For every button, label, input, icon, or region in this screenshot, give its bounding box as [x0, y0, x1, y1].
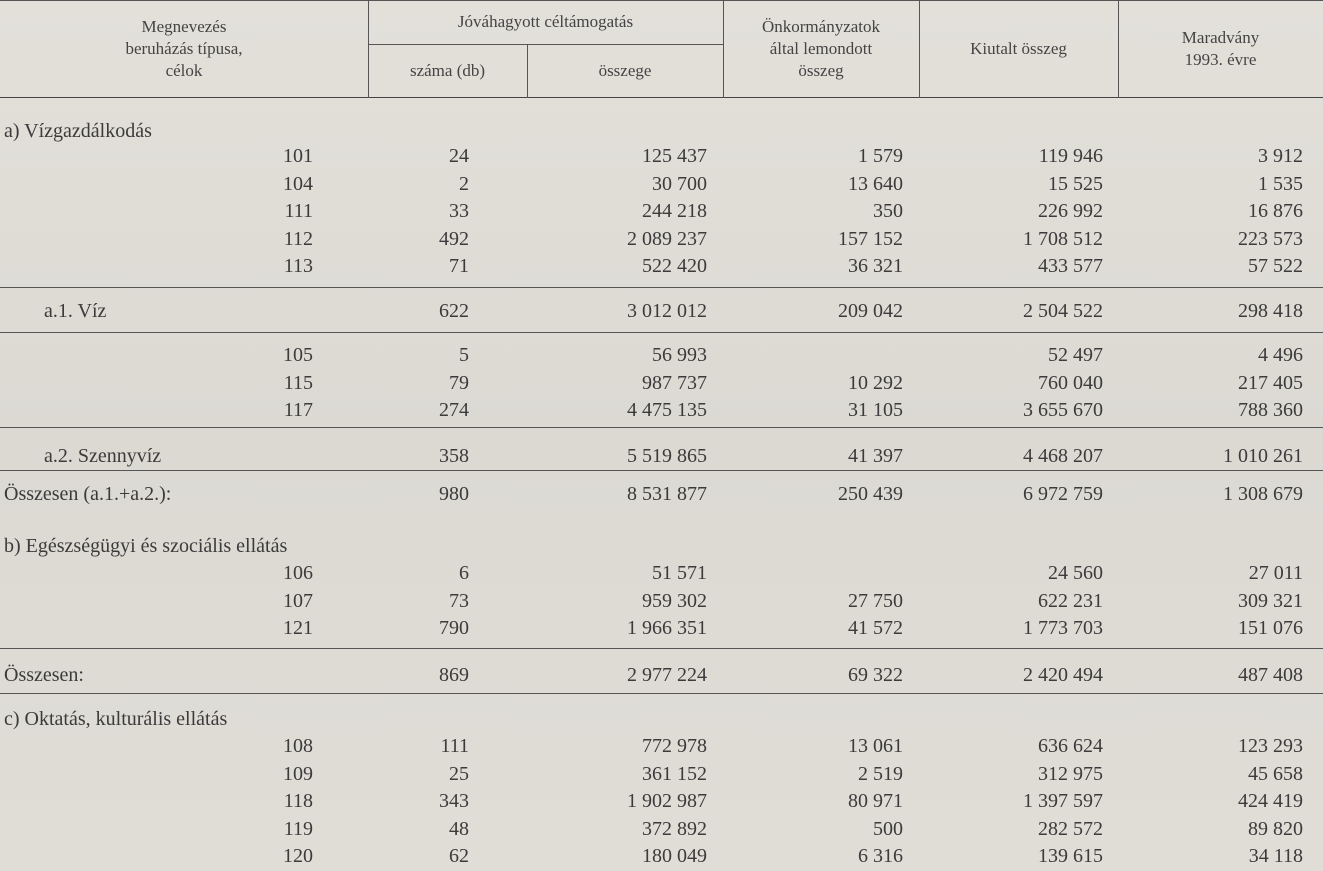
section-heading-row — [0, 533, 1323, 559]
remaining-amount: 309 321 — [1238, 590, 1303, 612]
section-heading-row — [0, 118, 1323, 144]
paid-amount: 15 525 — [1048, 173, 1103, 195]
section-label: b) Egészségügyi és szociális ellátás — [4, 535, 288, 557]
renounced-amount: 157 152 — [838, 228, 903, 250]
renounced-amount: 36 321 — [848, 255, 903, 277]
approved-count: 274 — [439, 399, 469, 421]
approved-count: 980 — [439, 483, 469, 505]
remaining-amount: 217 405 — [1238, 372, 1303, 394]
remaining-amount: 223 573 — [1238, 228, 1303, 250]
row-rule — [0, 693, 1323, 694]
renounced-amount: 41 572 — [848, 617, 903, 639]
subtotal-label: Összesen (a.1.+a.2.): — [4, 483, 172, 505]
paid-amount: 119 946 — [1038, 145, 1103, 167]
paid-amount: 1 773 703 — [1023, 617, 1103, 639]
approved-amount: 361 152 — [642, 763, 707, 785]
renounced-amount: 2 519 — [858, 763, 903, 785]
approved-count: 24 — [449, 145, 469, 167]
renounced-amount: 500 — [873, 818, 903, 840]
type-code: 115 — [283, 372, 313, 394]
approved-amount: 772 978 — [642, 735, 707, 757]
table-row — [0, 843, 1323, 869]
paid-amount: 226 992 — [1038, 200, 1103, 222]
remaining-amount: 57 522 — [1248, 255, 1303, 277]
renounced-amount: 350 — [873, 200, 903, 222]
row-rule — [0, 287, 1323, 288]
approved-count: 790 — [439, 617, 469, 639]
approved-amount: 2 089 237 — [627, 228, 707, 250]
row-rule — [0, 427, 1323, 428]
table-row — [0, 226, 1323, 252]
approved-count: 111 — [440, 735, 469, 757]
remaining-amount: 3 912 — [1258, 145, 1303, 167]
type-code: 105 — [283, 344, 313, 366]
paid-amount: 622 231 — [1038, 590, 1103, 612]
paid-amount: 3 655 670 — [1023, 399, 1103, 421]
approved-count: 5 — [459, 344, 469, 366]
approved-amount: 56 993 — [652, 344, 707, 366]
paid-amount: 282 572 — [1038, 818, 1103, 840]
renounced-amount: 1 579 — [858, 145, 903, 167]
remaining-amount: 298 418 — [1238, 300, 1303, 322]
remaining-amount: 1 308 679 — [1223, 483, 1303, 505]
header-bottom-rule — [0, 97, 1323, 98]
approved-count: 358 — [439, 445, 469, 467]
renounced-amount: 250 439 — [838, 483, 903, 505]
approved-count: 622 — [439, 300, 469, 322]
approved-count: 62 — [449, 845, 469, 867]
approved-amount: 1 966 351 — [627, 617, 707, 639]
approved-count: 6 — [459, 562, 469, 584]
approved-amount: 125 437 — [642, 145, 707, 167]
remaining-amount: 27 011 — [1248, 562, 1303, 584]
section-label: a) Vízgazdálkodás — [4, 120, 152, 142]
table-row — [0, 816, 1323, 842]
type-code: 107 — [283, 590, 313, 612]
approved-amount: 5 519 865 — [627, 445, 707, 467]
table-row — [0, 342, 1323, 368]
remaining-amount: 16 876 — [1248, 200, 1303, 222]
paid-amount: 6 972 759 — [1023, 483, 1103, 505]
paid-amount: 24 560 — [1048, 562, 1103, 584]
approved-amount: 2 977 224 — [627, 664, 707, 686]
approved-amount: 180 049 — [642, 845, 707, 867]
paid-amount: 760 040 — [1038, 372, 1103, 394]
paid-amount: 1 708 512 — [1023, 228, 1103, 250]
type-code: 112 — [283, 228, 313, 250]
subtotal-label: a.2. Szennyvíz — [44, 445, 162, 467]
remaining-amount: 424 419 — [1238, 790, 1303, 812]
approved-count: 343 — [439, 790, 469, 812]
type-code: 118 — [283, 790, 313, 812]
remaining-amount: 1 535 — [1258, 173, 1303, 195]
table-row — [0, 560, 1323, 586]
remaining-amount: 1 010 261 — [1223, 445, 1303, 467]
type-code: 119 — [283, 818, 313, 840]
approved-count: 25 — [449, 763, 469, 785]
section-label: c) Oktatás, kulturális ellátás — [4, 708, 228, 730]
header-amount: összege — [598, 61, 652, 80]
renounced-amount: 31 105 — [848, 399, 903, 421]
type-code: 104 — [283, 173, 313, 195]
subtotal-label: Összesen: — [4, 664, 84, 686]
renounced-amount: 69 322 — [848, 664, 903, 686]
paid-amount: 2 420 494 — [1023, 664, 1103, 686]
type-code: 106 — [283, 562, 313, 584]
table-row — [0, 788, 1323, 814]
header-count: száma (db) — [409, 61, 486, 80]
approved-amount: 51 571 — [652, 562, 707, 584]
approved-amount: 30 700 — [652, 173, 707, 195]
renounced-amount: 80 971 — [848, 790, 903, 812]
table-row — [0, 198, 1323, 224]
type-code: 108 — [283, 735, 313, 757]
subtotal-row — [0, 298, 1323, 324]
renounced-amount: 27 750 — [848, 590, 903, 612]
approved-count: 492 — [439, 228, 469, 250]
approved-amount: 987 737 — [642, 372, 707, 394]
approved-count: 869 — [439, 664, 469, 686]
row-rule — [0, 332, 1323, 333]
table-row — [0, 253, 1323, 279]
remaining-amount: 788 360 — [1238, 399, 1303, 421]
table-header — [0, 0, 1323, 98]
header-paid: Kiutalt összeg — [970, 38, 1067, 58]
paid-amount: 1 397 597 — [1023, 790, 1103, 812]
row-rule — [0, 648, 1323, 649]
section-heading-row — [0, 706, 1323, 732]
approved-amount: 372 892 — [642, 818, 707, 840]
type-code: 111 — [284, 200, 313, 222]
remaining-amount: 4 496 — [1258, 344, 1303, 366]
approved-count: 48 — [449, 818, 469, 840]
paid-amount: 52 497 — [1048, 344, 1103, 366]
header-approved: Jóváhagyott céltámogatás — [457, 12, 634, 31]
approved-count: 79 — [449, 372, 469, 394]
header-renounced: Önkormányzatok által lemondott összeg — [761, 16, 881, 80]
header-remaining: Maradvány 1993. évre — [1181, 27, 1260, 69]
approved-count: 2 — [459, 173, 469, 195]
remaining-amount: 487 408 — [1238, 664, 1303, 686]
approved-count: 73 — [449, 590, 469, 612]
table-row — [0, 397, 1323, 423]
approved-amount: 1 902 987 — [627, 790, 707, 812]
approved-amount: 244 218 — [642, 200, 707, 222]
remaining-amount: 34 118 — [1248, 845, 1303, 867]
approved-count: 33 — [449, 200, 469, 222]
type-code: 121 — [283, 617, 313, 639]
remaining-amount: 89 820 — [1248, 818, 1303, 840]
renounced-amount: 6 316 — [858, 845, 903, 867]
approved-amount: 3 012 012 — [627, 300, 707, 322]
type-code: 117 — [283, 399, 313, 421]
renounced-amount: 13 640 — [848, 173, 903, 195]
remaining-amount: 151 076 — [1238, 617, 1303, 639]
paid-amount: 139 615 — [1038, 845, 1103, 867]
table-row — [0, 143, 1323, 169]
table-row — [0, 615, 1323, 641]
paid-amount: 636 624 — [1038, 735, 1103, 757]
type-code: 109 — [283, 763, 313, 785]
type-code: 101 — [283, 145, 313, 167]
table-row — [0, 370, 1323, 396]
paid-amount: 4 468 207 — [1023, 445, 1103, 467]
table-row — [0, 588, 1323, 614]
subtotal-row — [0, 662, 1323, 688]
subtotal-row — [0, 481, 1323, 507]
type-code: 113 — [283, 255, 313, 277]
table-row — [0, 733, 1323, 759]
table-row — [0, 761, 1323, 787]
renounced-amount: 209 042 — [838, 300, 903, 322]
approved-amount: 522 420 — [642, 255, 707, 277]
approved-count: 71 — [449, 255, 469, 277]
paid-amount: 2 504 522 — [1023, 300, 1103, 322]
approved-amount: 8 531 877 — [627, 483, 707, 505]
approved-amount: 4 475 135 — [627, 399, 707, 421]
type-code: 120 — [283, 845, 313, 867]
subtotal-row — [0, 443, 1323, 469]
header-name: Megnevezés beruházás típusa, célok — [125, 17, 243, 80]
approved-amount: 959 302 — [642, 590, 707, 612]
paid-amount: 312 975 — [1038, 763, 1103, 785]
renounced-amount: 10 292 — [848, 372, 903, 394]
renounced-amount: 41 397 — [848, 445, 903, 467]
remaining-amount: 45 658 — [1248, 763, 1303, 785]
row-rule — [0, 470, 1323, 471]
table-row — [0, 171, 1323, 197]
renounced-amount: 13 061 — [848, 735, 903, 757]
subtotal-label: a.1. Víz — [44, 300, 107, 322]
paid-amount: 433 577 — [1038, 255, 1103, 277]
remaining-amount: 123 293 — [1238, 735, 1303, 757]
